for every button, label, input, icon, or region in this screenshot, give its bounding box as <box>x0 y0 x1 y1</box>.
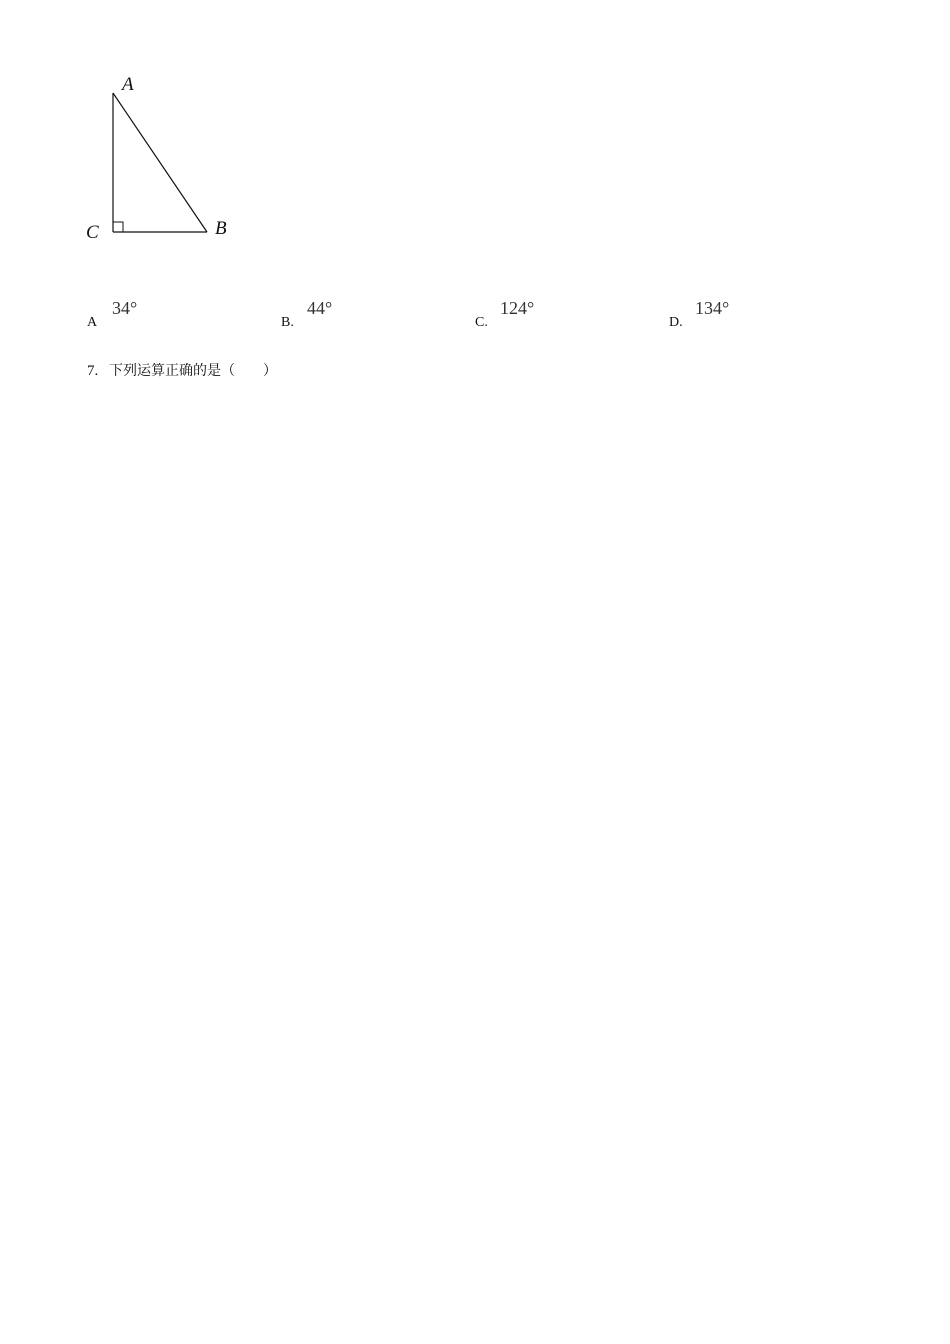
vertex-label-c: C <box>86 222 99 243</box>
vertex-label-b: B <box>215 218 227 239</box>
option-d-value: 134° <box>695 298 730 318</box>
option-b[interactable] <box>281 298 431 334</box>
side-ab <box>113 93 207 232</box>
option-a-letter: A <box>87 315 98 330</box>
vertex-label-a: A <box>122 74 134 95</box>
right-triangle-diagram <box>80 68 250 248</box>
option-c-letter: C. <box>475 315 488 330</box>
option-b-value: 44° <box>307 298 333 318</box>
question-number: 7. <box>87 363 99 379</box>
question-text: 下列运算正确的是（ ） <box>109 363 278 379</box>
option-a[interactable] <box>87 298 237 334</box>
option-c[interactable] <box>475 298 625 334</box>
option-b-letter: B. <box>281 315 294 330</box>
right-angle-marker <box>113 222 123 232</box>
option-c-value: 124° <box>500 298 535 318</box>
option-d[interactable] <box>669 298 819 334</box>
option-d-letter: D. <box>669 315 683 330</box>
question-7 <box>87 360 277 380</box>
right-triangle-figure <box>80 68 250 248</box>
option-a-value: 34° <box>112 298 138 318</box>
